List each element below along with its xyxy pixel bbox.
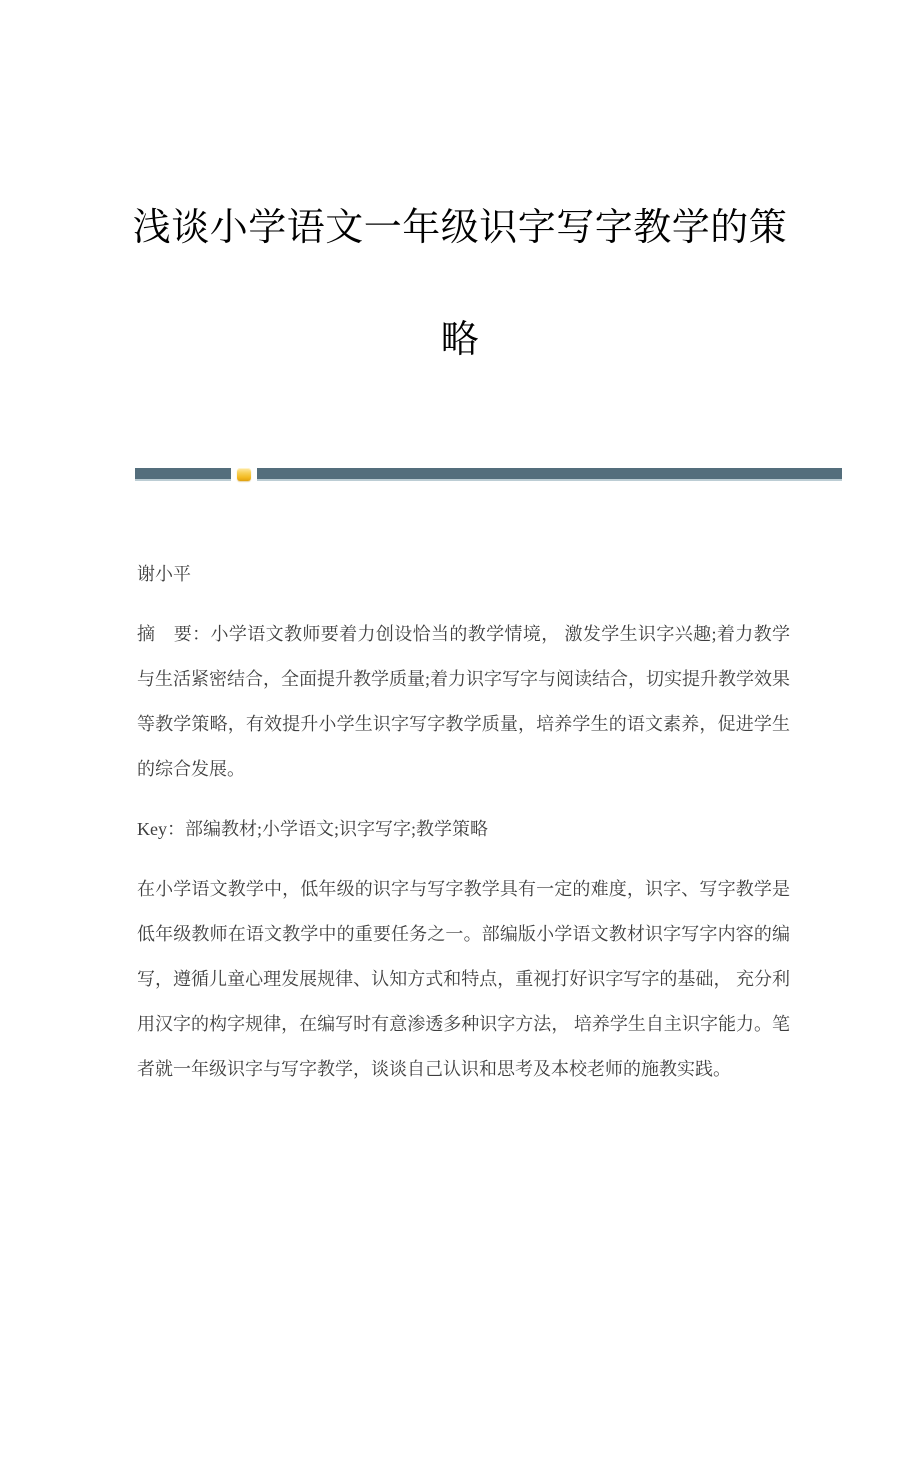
title-divider xyxy=(135,468,842,481)
author-name: 谢小平 xyxy=(137,564,191,584)
article-body xyxy=(137,552,790,1092)
divider-bar-right xyxy=(257,468,842,481)
gold-badge-icon xyxy=(237,468,251,481)
document-page xyxy=(0,172,920,1474)
body-paragraph: 在小学语文教学中，低年级的识字与写字教学具有一定的难度，识字、写字教学是低年级教师在语文教学中的重要任务之一。部编版小学语文教材识字写字内容的编写，遵循儿童心理发展规律、认知方式和特点，重视打好识字写字的基础， 充分利用汉字的构字规律，在编写时有意渗透多种识字方法， 培养学生自主识字能力。笔者就一年级识字与写字教学，谈谈自己认识和思考及本校老师的施教实践。 xyxy=(137,879,790,1079)
divider-bar-left xyxy=(135,468,231,481)
keywords-line: Key：部编教材;小学语文;识字写字;教学策略 xyxy=(137,819,488,839)
article-title: 浅谈小学语文一年级识字写字教学的策略 xyxy=(132,207,788,361)
abstract-paragraph: 摘 要：小学语文教师要着力创设恰当的教学情境， 激发学生识字兴趣;着力教学与生活紧密结合，全面提升教学质量;着力识字写字与阅读结合，切实提升教学效果等教学策略，有效提升小学生识字写字教学质量，培养学生的语文素养，促进学生的综合发展。 xyxy=(137,624,790,779)
